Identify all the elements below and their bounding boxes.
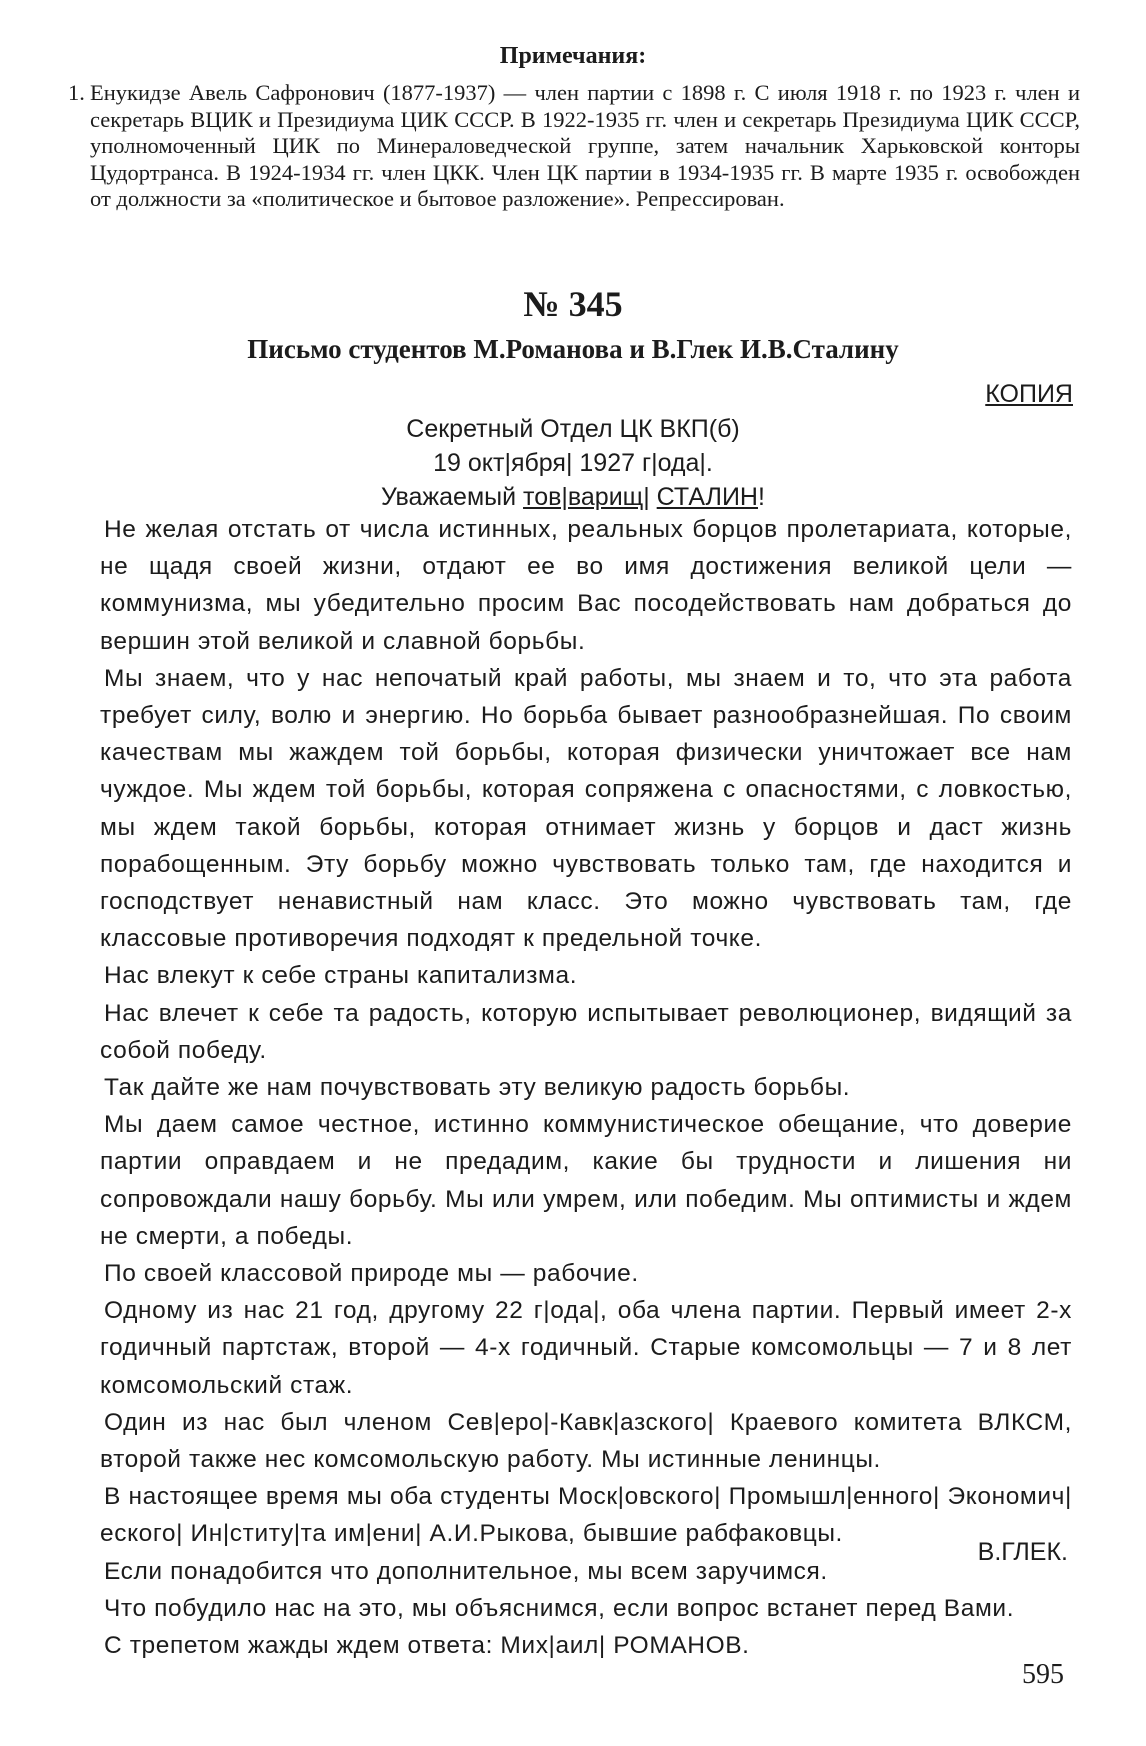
salutation-name: СТАЛИН bbox=[656, 483, 758, 511]
footnote bbox=[68, 80, 1080, 213]
paragraph: Не желая отстать от числа истинных, реальных борцов пролетариата, которые, не щадя своей жизни, отдают ее во имя достижения великой цели — коммунизма, мы убедительно просим Вас посодействовать нам добраться до вершин этой великой и славной борьбы. bbox=[100, 516, 1072, 655]
salutation-prefix: Уважаемый bbox=[381, 483, 524, 511]
document-number: № 345 bbox=[523, 284, 623, 324]
paragraph: По своей классовой природе мы — рабочие. bbox=[104, 1260, 639, 1288]
letter-date: 19 окт|ября| 1927 г|ода|. bbox=[433, 449, 713, 477]
paragraph: Если понадобится что дополнительное, мы всем заручимся. bbox=[104, 1557, 828, 1585]
paragraph: Мы знаем, что у нас непочатый край работы, мы знаем и то, что эта работа требует силу, волю и энергию. Но борьба бывает разнообразнейшая. По своим качествам мы жаждем той борьбы, которая физически уничтожает все нам чуждое. Мы ждем той борьбы, которая сопряжена с опасностями, с ловкостью, мы ждем такой борьбы, которая отнимает жизнь у борцов и даст жизнь порабощенным. Эту борьбу можно чувствовать только там, где находится и господствует ненавистный нам класс. Это можно чувствовать там, где классовые противоречия подходят к предельной точке. bbox=[100, 664, 1072, 953]
paragraph: Так дайте же нам почувствовать эту великую радость борьбы. bbox=[104, 1074, 851, 1102]
paragraph: В настоящее время мы оба студенты Моск|овского| Промышл|енного| Экономич|еского| Ин|ститу|та им|ени| А.И.Рыкова, бывшие рабфаковцы. bbox=[100, 1483, 1072, 1548]
salutation-suffix: ! bbox=[758, 483, 765, 511]
salutation-tov: тов|варищ| bbox=[523, 483, 650, 511]
footnote-text: Енукидзе Авель Сафронович (1877-1937) — член партии с 1898 г. С июля 1918 г. по 1923 г. член и секретарь ВЦИК и Президиума ЦИК СССР. В 1922-1935 гг. член и секретарь Президиума ЦИК СССР, уполномоченный ЦИК по Минераловедческой группе, затем начальник Харьковской конторы Цудортранса. В 1924-1934 гг. член ЦКК. Член ЦК партии в 1934-1935 гг. В марте 1935 г. освобожден от должности за «политическое и бытовое разложение». Репрессирован. bbox=[90, 80, 1080, 211]
paragraph: Одному из нас 21 год, другому 22 г|ода|, оба члена партии. Первый имеет 2-х годичный партстаж, второй — 4-х годичный. Старые комсомольцы — 7 и 8 лет комсомольский стаж. bbox=[100, 1297, 1072, 1399]
salutation bbox=[0, 483, 1146, 512]
notes-heading: Примечания: bbox=[499, 43, 647, 69]
paragraph: Мы даем самое честное, истинно коммунистическое обещание, что доверие партии оправдаем и не предадим, какие бы трудности и лишения ни сопровождали нашу борьбу. Мы или умрем, или победим. Мы оптимисты и ждем не смерти, а победы. bbox=[100, 1111, 1072, 1250]
paragraph: Один из нас был членом Сев|еро|-Кавк|азского| Краевого комитета ВЛКСМ, второй также нес комсомольскую работу. Мы истинные ленинцы. bbox=[100, 1408, 1072, 1474]
paragraph: Что побудило нас на это, мы объяснимся, если вопрос встанет перед Вами. bbox=[104, 1594, 1015, 1622]
paragraph: Нас влечет к себе та радость, которую испытывает революционер, видящий за собой победу. bbox=[100, 999, 1072, 1064]
salutation-space bbox=[650, 483, 657, 511]
footnote-number: 1. bbox=[68, 80, 85, 105]
copy-mark: КОПИЯ bbox=[985, 380, 1073, 408]
paragraph: Нас влекут к себе страны капитализма. bbox=[104, 962, 578, 990]
addressee: Секретный Отдел ЦК ВКП(б) bbox=[406, 415, 740, 443]
paragraph: С трепетом жажды ждем ответа: Мих|аил| РОМАНОВ. bbox=[104, 1632, 750, 1660]
document-title: Письмо студентов М.Романова и В.Глек И.В.Сталину bbox=[247, 334, 899, 364]
signature-glek: В.ГЛЕК. bbox=[977, 1538, 1068, 1566]
letter-body bbox=[100, 511, 1072, 1664]
page-number: 595 bbox=[1022, 1659, 1064, 1690]
